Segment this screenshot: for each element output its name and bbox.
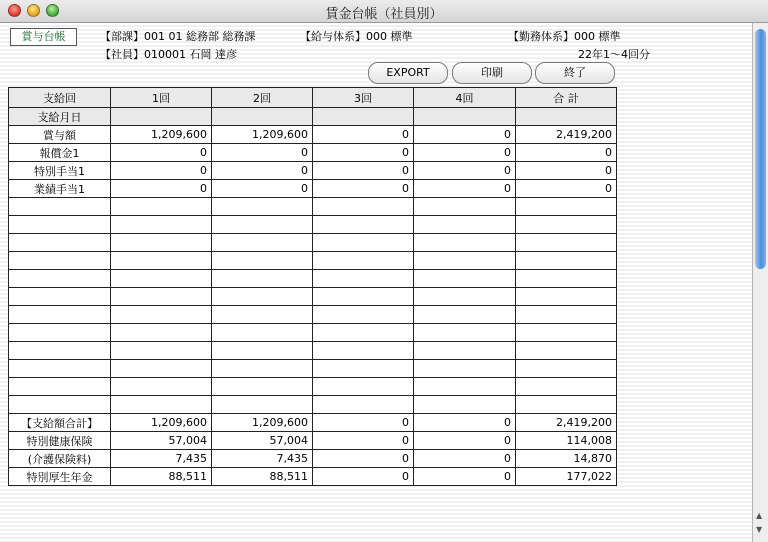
table-cell[interactable]: 0 (313, 468, 414, 486)
totals-row (9, 414, 617, 432)
totals-row (9, 468, 617, 486)
empty-row (9, 342, 617, 360)
table-cell[interactable]: 0 (414, 468, 516, 486)
period-info: 22年1〜4回分 (578, 48, 650, 61)
window-title: 賃金台帳（社員別） (325, 7, 443, 22)
table-cell[interactable]: 7,435 (212, 450, 313, 468)
table-cell[interactable]: 0 (414, 144, 516, 162)
table-cell[interactable]: 0 (516, 180, 617, 198)
table-cell[interactable]: 0 (313, 180, 414, 198)
row-label: 賞与額 (9, 126, 111, 144)
table-cell[interactable]: 0 (212, 144, 313, 162)
table-cell[interactable]: 0 (516, 162, 617, 180)
table-row (9, 162, 617, 180)
table-cell[interactable]: 1,209,600 (111, 126, 212, 144)
vertical-scrollbar[interactable] (752, 23, 768, 542)
table-cell[interactable]: 1,209,600 (212, 414, 313, 432)
title-bar[interactable] (0, 0, 768, 23)
table-cell[interactable]: 0 (414, 414, 516, 432)
table-cell[interactable]: 88,511 (111, 468, 212, 486)
table-cell[interactable] (414, 108, 516, 126)
table-cell[interactable]: 0 (313, 414, 414, 432)
date-row (9, 108, 617, 126)
bonus-ledger-label: 賞与台帳 (10, 28, 77, 46)
table-cell[interactable]: 88,511 (212, 468, 313, 486)
table-row (9, 180, 617, 198)
column-header: 支給回 (9, 88, 111, 108)
print-button[interactable]: 印刷 (452, 62, 532, 84)
row-label: 特別手当1 (9, 162, 111, 180)
table-cell[interactable] (212, 108, 313, 126)
totals-row (9, 450, 617, 468)
table-cell[interactable]: 0 (414, 162, 516, 180)
scroll-up-arrow-icon[interactable]: ▲ (756, 511, 763, 520)
table-cell[interactable]: 0 (516, 144, 617, 162)
table-cell[interactable]: 0 (111, 144, 212, 162)
pay-system-info: 【給与体系】000 標準 (300, 30, 413, 43)
row-label: 【支給額合計】 (9, 414, 111, 432)
empty-row (9, 378, 617, 396)
scrollbar-thumb[interactable] (755, 29, 766, 269)
table-cell[interactable]: 2,419,200 (516, 414, 617, 432)
ledger-table (8, 87, 617, 486)
empty-row (9, 324, 617, 342)
column-header: 3回 (313, 88, 414, 108)
empty-row (9, 288, 617, 306)
export-button[interactable]: EXPORT (368, 62, 448, 84)
table-cell[interactable]: 0 (313, 450, 414, 468)
table-cell[interactable]: 0 (313, 126, 414, 144)
table-cell[interactable]: 0 (414, 450, 516, 468)
table-cell[interactable]: 1,209,600 (212, 126, 313, 144)
table-cell[interactable]: 0 (414, 180, 516, 198)
empty-row (9, 198, 617, 216)
row-label: (介護保険料) (9, 450, 111, 468)
row-label: 支給月日 (9, 108, 111, 126)
empty-row (9, 252, 617, 270)
column-header: 4回 (414, 88, 516, 108)
row-label: 特別健康保険 (9, 432, 111, 450)
close-button[interactable]: 終了 (535, 62, 615, 84)
column-header: 1回 (111, 88, 212, 108)
row-label: 特別厚生年金 (9, 468, 111, 486)
table-cell[interactable]: 0 (414, 432, 516, 450)
table-cell[interactable]: 2,419,200 (516, 126, 617, 144)
empty-row (9, 216, 617, 234)
table-cell[interactable]: 57,004 (212, 432, 313, 450)
column-header: 合 計 (516, 88, 617, 108)
table-cell[interactable]: 114,008 (516, 432, 617, 450)
table-cell[interactable]: 0 (212, 180, 313, 198)
table-row (9, 126, 617, 144)
table-cell[interactable]: 0 (414, 126, 516, 144)
table-cell[interactable] (111, 108, 212, 126)
table-cell[interactable]: 0 (111, 162, 212, 180)
table-cell[interactable]: 177,022 (516, 468, 617, 486)
table-cell[interactable]: 0 (313, 144, 414, 162)
scroll-down-arrow-icon[interactable]: ▼ (756, 525, 763, 534)
table-cell[interactable]: 0 (313, 432, 414, 450)
department-info: 【部課】001 01 総務部 総務課 (100, 30, 256, 43)
row-label: 業績手当1 (9, 180, 111, 198)
empty-row (9, 234, 617, 252)
work-system-info: 【勤務体系】000 標準 (508, 30, 621, 43)
table-cell[interactable] (516, 108, 617, 126)
table-cell[interactable]: 7,435 (111, 450, 212, 468)
empty-row (9, 270, 617, 288)
header-row (9, 88, 617, 108)
table-cell[interactable]: 1,209,600 (111, 414, 212, 432)
table-cell[interactable]: 0 (313, 162, 414, 180)
ledger-content (0, 23, 752, 542)
row-label: 報償金1 (9, 144, 111, 162)
empty-row (9, 360, 617, 378)
empty-row (9, 396, 617, 414)
table-cell[interactable]: 57,004 (111, 432, 212, 450)
totals-row (9, 432, 617, 450)
table-cell[interactable] (313, 108, 414, 126)
table-cell[interactable]: 0 (212, 162, 313, 180)
column-header: 2回 (212, 88, 313, 108)
table-cell[interactable]: 0 (111, 180, 212, 198)
employee-info: 【社員】010001 石岡 達彦 (100, 48, 237, 61)
table-cell[interactable]: 14,870 (516, 450, 617, 468)
empty-row (9, 306, 617, 324)
table-row (9, 144, 617, 162)
